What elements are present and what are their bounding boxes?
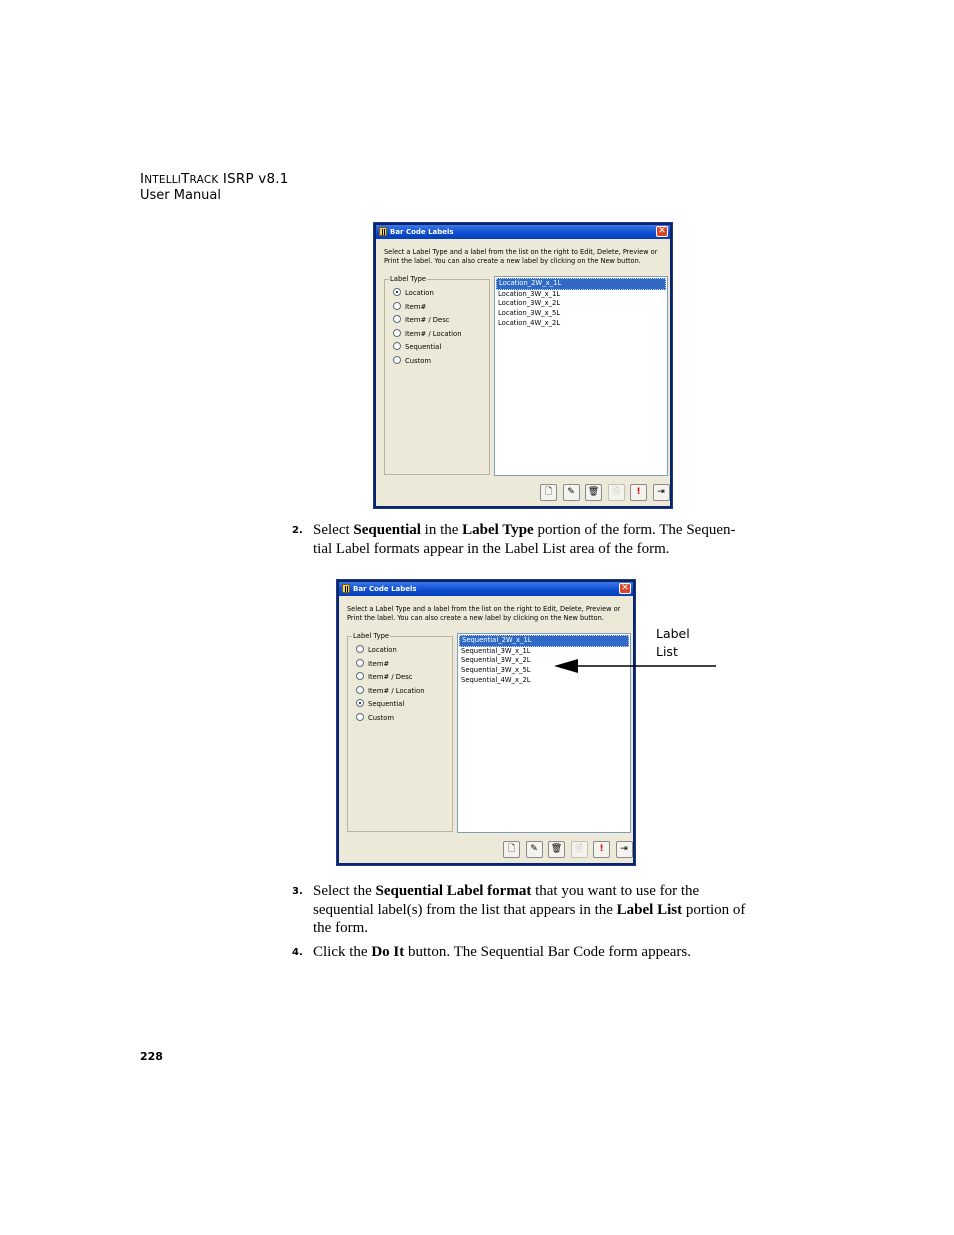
step-text: [313, 943, 753, 962]
delete-label-button[interactable]: [585, 484, 602, 501]
radio-option[interactable]: [393, 329, 462, 339]
callout-arrow: [550, 656, 720, 676]
text-run: Select: [313, 522, 354, 538]
radio-label: Item#: [368, 659, 390, 668]
radio-label: Item#: [405, 302, 427, 311]
new-icon: 🗋: [544, 487, 553, 497]
radio-button-icon[interactable]: [356, 645, 364, 653]
exit-button[interactable]: [653, 484, 670, 501]
label-type-group: [384, 275, 490, 475]
step-number: 4.: [292, 947, 303, 958]
dialog-body: [339, 582, 633, 863]
label-type-legend: Label Type: [353, 632, 390, 640]
list-item[interactable]: Location_4W_x_2L: [498, 318, 561, 327]
radio-button-icon[interactable]: [356, 659, 364, 667]
exit-door-icon: ⇥: [657, 487, 665, 497]
delete-label-button[interactable]: [548, 841, 565, 858]
exit-door-icon: ⇥: [620, 844, 628, 854]
text-run: Click the: [313, 944, 372, 960]
bar-code-labels-dialog-2: [336, 579, 636, 866]
trash-icon: 🗑: [587, 487, 600, 497]
new-icon: 🗋: [507, 844, 516, 854]
text-run: in the: [420, 522, 463, 538]
preview-label-button[interactable]: [608, 484, 625, 501]
label-type-legend: Label Type: [390, 275, 427, 283]
edit-label-button[interactable]: [526, 841, 543, 858]
app-icon: [342, 584, 350, 593]
bar-code-labels-dialog-1: [373, 222, 673, 509]
radio-label: Item# / Desc: [405, 316, 450, 325]
radio-option[interactable]: [356, 686, 425, 696]
close-button[interactable]: ✕: [656, 226, 668, 237]
edit-label-button[interactable]: [563, 484, 580, 501]
title-part: T: [181, 171, 190, 187]
radio-label: Item# / Location: [368, 686, 425, 695]
radio-option[interactable]: [356, 699, 404, 709]
radio-button-icon[interactable]: [393, 302, 401, 310]
new-label-button[interactable]: [503, 841, 520, 858]
edit-icon: ✎: [567, 487, 575, 497]
document-title: [140, 171, 289, 187]
step-text: [313, 882, 753, 938]
list-item[interactable]: Sequential_3W_x_5L: [461, 666, 531, 675]
list-item[interactable]: Sequential_4W_x_2L: [461, 675, 531, 684]
radio-button-icon[interactable]: [393, 315, 401, 323]
app-icon: [379, 227, 387, 236]
document-subtitle: User Manual: [140, 188, 222, 203]
preview-icon: 🗎: [575, 844, 583, 854]
do-it-button[interactable]: [593, 841, 610, 858]
arrow-head: [554, 659, 578, 673]
radio-option[interactable]: [393, 356, 431, 366]
radio-option[interactable]: [393, 288, 434, 298]
radio-option[interactable]: [356, 645, 397, 655]
list-item[interactable]: Location_3W_x_1L: [498, 289, 561, 298]
radio-option[interactable]: [356, 713, 394, 723]
text-run: that you want to use for the sequential label(s) from the list that appears in the: [313, 883, 700, 918]
label-list[interactable]: [494, 276, 668, 476]
radio-button-icon[interactable]: [356, 713, 364, 721]
radio-label: Item# / Location: [405, 329, 462, 338]
title-part: RACK: [189, 174, 219, 186]
radio-option[interactable]: [393, 342, 441, 352]
radio-label: Sequential: [405, 343, 442, 352]
text-run-bold: Do It: [371, 944, 405, 960]
step-number: 2.: [292, 525, 303, 536]
radio-button-icon[interactable]: [356, 686, 364, 694]
radio-option[interactable]: [356, 659, 389, 669]
trash-icon: 🗑: [550, 844, 563, 854]
radio-option[interactable]: [393, 302, 426, 312]
radio-button-icon[interactable]: [356, 672, 364, 680]
text-run-bold: Label Type: [462, 522, 534, 538]
list-item[interactable]: Location_3W_x_2L: [498, 299, 561, 308]
radio-label: Item# / Desc: [368, 673, 413, 682]
radio-label: Custom: [405, 357, 432, 365]
list-item[interactable]: Sequential_2W_x_1L: [459, 635, 629, 647]
radio-label: Sequential: [368, 700, 405, 709]
text-run-bold: Sequential: [353, 522, 421, 538]
text-run-bold: Sequential Label format: [375, 883, 532, 899]
list-item[interactable]: Sequential_3W_x_2L: [461, 656, 531, 665]
callout-line: List: [656, 644, 678, 659]
step-text: [313, 521, 753, 558]
step-number: 3.: [292, 886, 303, 897]
do-it-button[interactable]: [630, 484, 647, 501]
dialog-title: Bar Code Labels: [390, 228, 454, 236]
title-part: I: [140, 171, 145, 187]
title-part: NTELLI: [144, 174, 182, 186]
text-run: button. The Sequential Bar Code form appears.: [404, 944, 691, 960]
list-item[interactable]: Location_3W_x_5L: [498, 309, 561, 318]
radio-button-icon[interactable]: [393, 329, 401, 337]
preview-label-button[interactable]: [571, 841, 588, 858]
text-run-bold: Label List: [616, 901, 683, 918]
dialog-body: [376, 225, 670, 506]
dialog-titlebar[interactable]: [376, 225, 670, 239]
radio-label: Location: [368, 646, 397, 654]
radio-label: Custom: [368, 714, 395, 722]
dialog-instructions: Select a Label Type and a label from the list on the right to Edit, Delete, Preview or Print the label. You can also create a new label by clicking on the New button.: [384, 248, 658, 266]
label-type-group: [347, 632, 453, 832]
close-button[interactable]: ✕: [619, 583, 631, 594]
radio-label: Location: [405, 289, 434, 297]
new-label-button[interactable]: [540, 484, 557, 501]
dialog-titlebar[interactable]: [339, 582, 633, 596]
radio-button-icon[interactable]: [393, 356, 401, 364]
radio-button-icon[interactable]: [356, 699, 364, 707]
dialog-instructions: Select a Label Type and a label from the list on the right to Edit, Delete, Preview or Print the label. You can also create a new label by clicking on the New button.: [347, 605, 621, 623]
edit-icon: ✎: [530, 844, 538, 854]
exit-button[interactable]: [616, 841, 633, 858]
exclamation-icon: !: [636, 487, 641, 497]
preview-icon: 🗎: [612, 487, 620, 497]
list-item[interactable]: Location_2W_x_1L: [496, 278, 666, 290]
list-item[interactable]: Sequential_3W_x_1L: [461, 646, 531, 655]
page-number: 228: [140, 1050, 163, 1063]
exclamation-icon: !: [599, 844, 604, 854]
callout-line: Label: [656, 626, 690, 641]
text-run: portion of the form. The Sequen-tial Label formats appear in the Label List area of the form.: [313, 522, 736, 557]
radio-button-icon[interactable]: [393, 342, 401, 350]
radio-option[interactable]: [356, 672, 412, 682]
dialog-title: Bar Code Labels: [353, 585, 417, 593]
text-run: Select the: [313, 883, 376, 899]
radio-option[interactable]: [393, 315, 449, 325]
title-part: ISRP v8.1: [218, 171, 289, 187]
radio-button-icon[interactable]: [393, 288, 401, 296]
text-run: portion of the form.: [313, 901, 746, 936]
